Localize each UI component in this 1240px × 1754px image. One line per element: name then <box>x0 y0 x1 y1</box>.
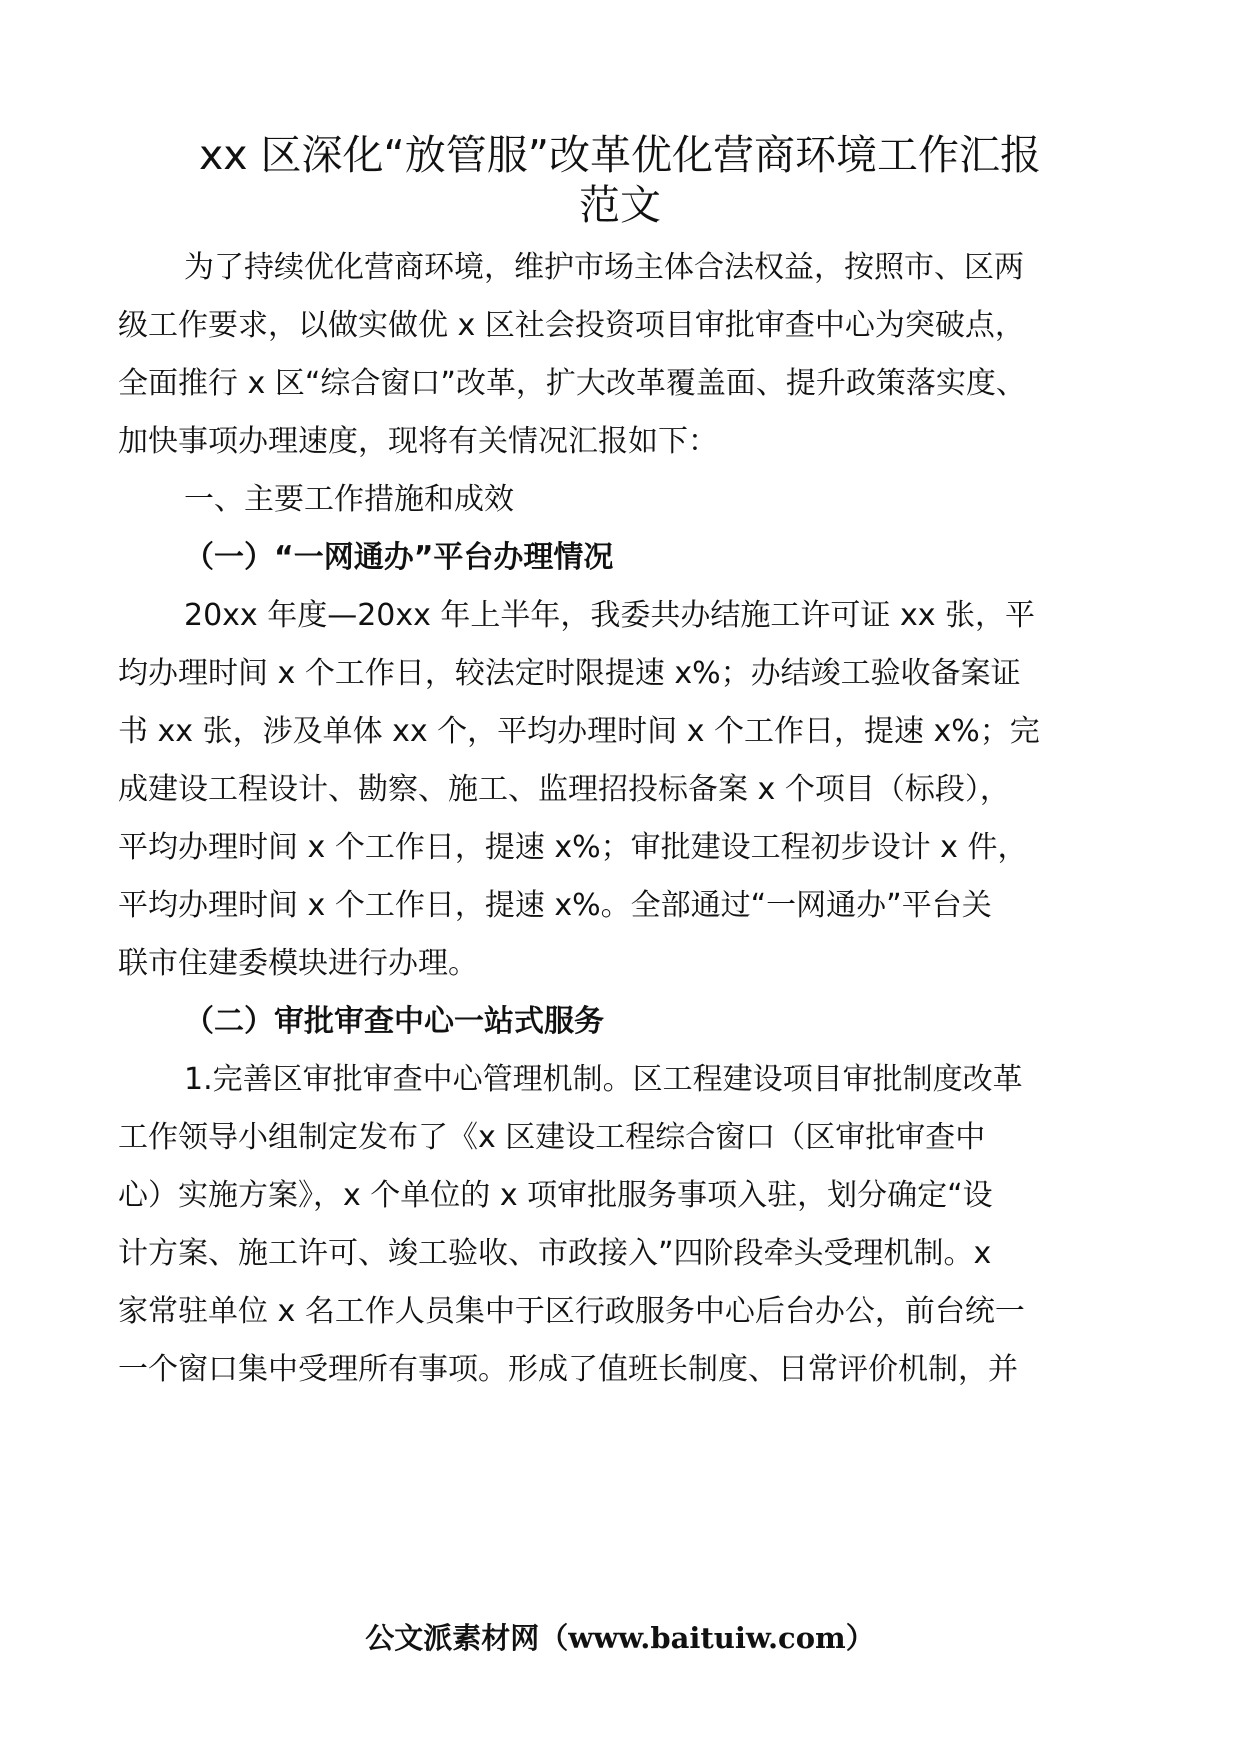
paragraph-2-line-5: 平均办理时间 x 个工作日，提速 x%；审批建设工程初步设计 x 件， <box>118 830 1028 865</box>
section-1-heading: 一、主要工作措施和成效 <box>184 482 514 517</box>
paragraph-2-line-6: 平均办理时间 x 个工作日，提速 x%。全部通过“一网通办”平台关 <box>118 888 992 923</box>
paragraph-2-line-3: 书 xx 张，涉及单体 xx 个，平均办理时间 x 个工作日，提速 x%；完 <box>118 714 1040 749</box>
paragraph-1-line-2: 级工作要求，以做实做优 x 区社会投资项目审批审查中心为突破点， <box>118 308 1025 343</box>
paragraph-2-line-2: 均办理时间 x 个工作日，较法定时限提速 x%；办结竣工验收备案证 <box>118 656 1021 691</box>
subsection-1-heading: （一）“一网通办”平台办理情况 <box>184 540 614 575</box>
paragraph-2-line-1: 20xx 年度—20xx 年上半年，我委共办结施工许可证 xx 张，平 <box>184 598 1036 633</box>
paragraph-2-line-4: 成建设工程设计、勘察、施工、监理招投标备案 x 个项目（标段）， <box>118 772 1010 807</box>
document-title-line-1: xx 区深化“放管服”改革优化营商环境工作汇报 <box>198 131 1042 179</box>
paragraph-3-line-4: 计方案、施工许可、竣工验收、市政接入”四阶段牵头受理机制。x <box>118 1236 992 1271</box>
paragraph-1-line-4: 加快事项办理速度，现将有关情况汇报如下： <box>118 424 718 459</box>
paragraph-1-line-3: 全面推行 x 区“综合窗口”改革，扩大改革覆盖面、提升政策落实度、 <box>118 366 1026 401</box>
footer-watermark-text: 公文派素材网（www.baituiw.com） <box>365 1621 875 1655</box>
paragraph-1-line-1: 为了持续优化营商环境，维护市场主体合法权益，按照市、区两 <box>184 250 1024 285</box>
paragraph-3-line-1: 1.完善区审批审查中心管理机制。区工程建设项目审批制度改革 <box>184 1062 1023 1097</box>
paragraph-3-line-2: 工作领导小组制定发布了《x 区建设工程综合窗口（区审批审查中 <box>118 1120 986 1155</box>
paragraph-2-line-7: 联市住建委模块进行办理。 <box>118 946 478 981</box>
subsection-2-heading: （二）审批审查中心一站式服务 <box>184 1004 604 1039</box>
paragraph-3-line-3: 心）实施方案》，x 个单位的 x 项审批服务事项入驻，划分确定“设 <box>118 1178 993 1213</box>
paragraph-3-line-6: 一个窗口集中受理所有事项。形成了值班长制度、日常评价机制，并 <box>118 1352 1018 1387</box>
document-title-line-2: 范文 <box>579 181 661 229</box>
paragraph-3-line-5: 家常驻单位 x 名工作人员集中于区行政服务中心后台办公，前台统一 <box>118 1294 1025 1329</box>
